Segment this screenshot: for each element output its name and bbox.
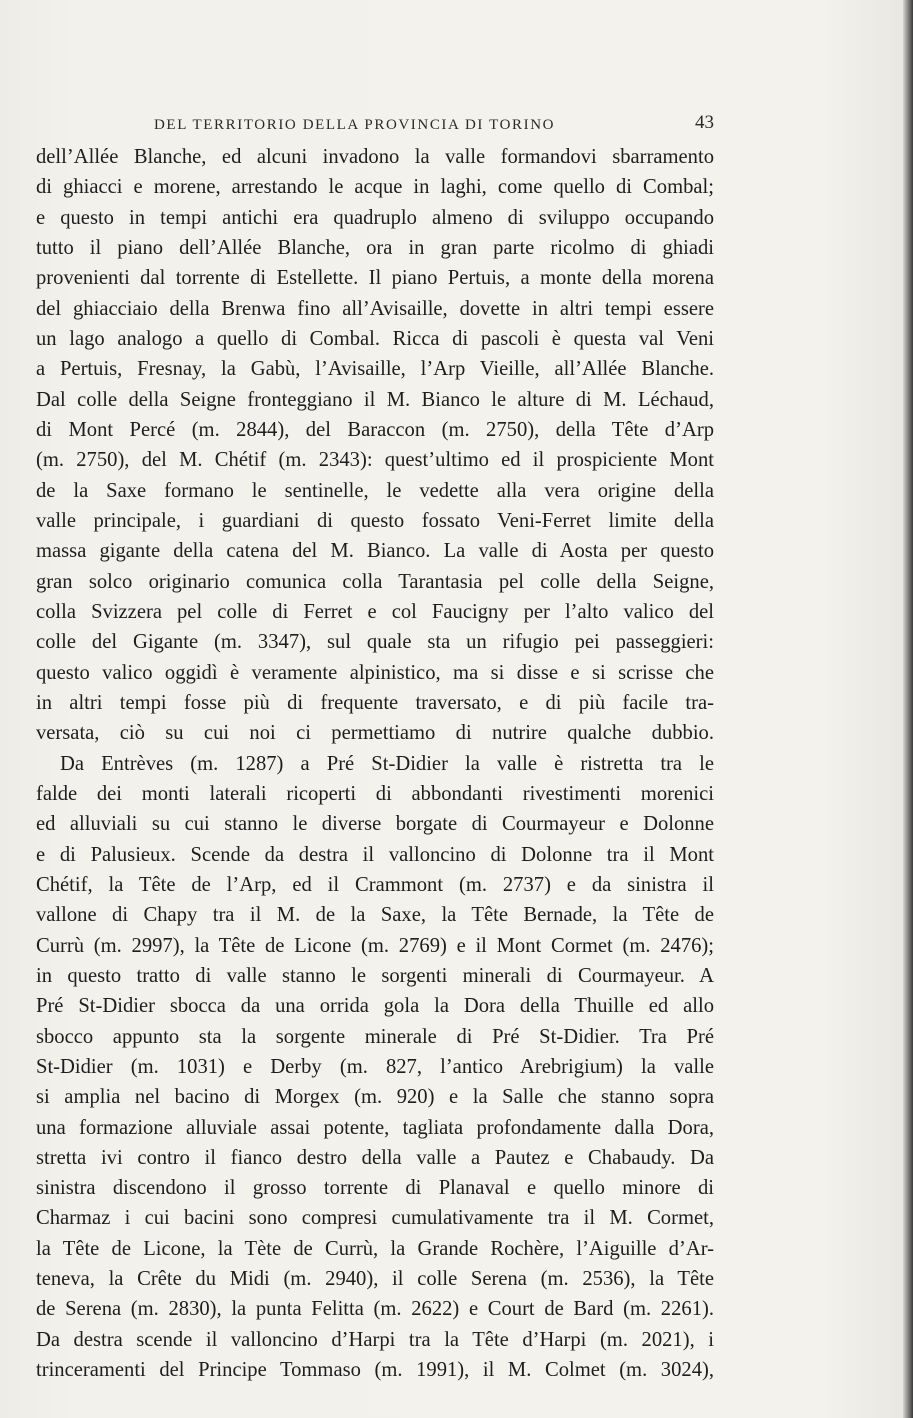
text-line: un lago analogo a quello di Combal. Ricca di pascoli è questa val Veni — [36, 327, 714, 350]
text-line: St-Didier (m. 1031) e Derby (m. 827, l’antico Arebrigium) la valle — [36, 1055, 714, 1078]
text-line: gran solco originario comunica colla Tarantasia pel colle della Seigne, — [36, 570, 714, 593]
text-line: in questo tratto di valle stanno le sorgenti minerali di Courmayeur. A — [36, 964, 714, 987]
text-line: e questo in tempi antichi era quadruplo almeno di sviluppo occupando — [36, 206, 714, 229]
page-header — [36, 111, 714, 141]
text-line: colle del Gigante (m. 3347), sul quale sta un rifugio pei passeggieri: — [36, 631, 714, 654]
text-line: massa gigante della catena del M. Bianco. La valle di Aosta per questo — [36, 540, 714, 563]
text-line: colla Svizzera pel colle di Ferret e col Faucigny per l’alto valico del — [36, 600, 714, 623]
text-line: si amplia nel bacino di Morgex (m. 920) e la Salle che stanno sopra — [36, 1086, 714, 1109]
text-line: Currù (m. 2997), la Tête de Licone (m. 2769) e il Mont Cormet (m. 2476); — [36, 934, 714, 957]
text-line: Dal colle della Seigne fronteggiano il M. Bianco le alture di M. Léchaud, — [36, 388, 714, 411]
running-head: DEL TERRITORIO DELLA PROVINCIA DI TORINO — [154, 117, 556, 133]
text-line: Da destra scende il valloncino d’Harpi tra la Tête d’Harpi (m. 2021), i — [36, 1328, 714, 1351]
text-line: stretta ivi contro il fianco destro della valle a Pautez e Chabaudy. Da — [36, 1146, 714, 1169]
text-line: a Pertuis, Fresnay, la Gabù, l’Avisaille, l’Arp Vieille, all’Allée Blanche. — [36, 358, 714, 381]
text-line: Charmaz i cui bacini sono compresi cumulativamente tra il M. Cormet, — [36, 1207, 714, 1230]
text-line: di ghiacci e morene, arrestando le acque in laghi, come quello di Combal; — [36, 176, 714, 199]
text-line: di Mont Percé (m. 2844), del Baraccon (m. 2750), della Tête d’Arp — [36, 418, 714, 441]
page-number: 43 — [695, 112, 714, 133]
text-line: (m. 2750), del M. Chétif (m. 2343): quest’ultimo ed il prospiciente Mont — [36, 449, 714, 472]
text-line: teneva, la Crête du Midi (m. 2940), il colle Serena (m. 2536), la Tête — [36, 1268, 714, 1291]
text-line: in altri tempi fosse più di frequente traversato, e di più facile tra- — [36, 691, 714, 714]
text-line: vallone di Chapy tra il M. de la Saxe, la Tête Bernade, la Tête de — [36, 904, 714, 927]
text-line: Pré St-Didier sbocca da una orrida gola la Dora della Thuille ed allo — [36, 995, 714, 1018]
text-line: provenienti dal torrente di Estellette. Il piano Pertuis, a monte della morena — [36, 267, 714, 290]
text-line: versata, ciò su cui noi ci permettiamo di nutrire qualche dubbio. — [36, 722, 714, 745]
text-line: questo valico oggidì è veramente alpinistico, ma si disse e si scrisse che — [36, 661, 714, 684]
text-line: sbocco appunto sta la sorgente minerale di Pré St-Didier. Tra Pré — [36, 1025, 714, 1048]
text-line: valle principale, i guardiani di questo fossato Veni-Ferret limite della — [36, 509, 714, 532]
body-text — [36, 142, 714, 1385]
page-edge-shadow — [903, 0, 913, 1418]
text-line: ed alluviali su cui stanno le diverse borgate di Courmayeur e Dolonne — [36, 813, 714, 836]
text-line: e di Palusieux. Scende da destra il valloncino di Dolonne tra il Mont — [36, 843, 714, 866]
text-line: falde dei monti laterali ricoperti di abbondanti rivestimenti morenici — [36, 782, 714, 805]
text-line: del ghiacciaio della Brenwa fino all’Avisaille, dovette in altri tempi essere — [36, 297, 714, 320]
text-line: la Tête de Licone, la Tète de Currù, la Grande Rochère, l’Aiguille d’Ar- — [36, 1237, 714, 1260]
text-line: sinistra discendono il grosso torrente di Planaval e quello minore di — [36, 1177, 714, 1200]
text-line: de la Saxe formano le sentinelle, le vedette alla vera origine della — [36, 479, 714, 502]
text-line: de Serena (m. 2830), la punta Felitta (m. 2622) e Court de Bard (m. 2261). — [36, 1298, 714, 1321]
paragraph-start-line: Da Entrèves (m. 1287) a Pré St-Didier la valle è ristretta tra le — [60, 752, 714, 775]
text-line: tutto il piano dell’Allée Blanche, ora in gran parte ricolmo di ghiadi — [36, 236, 714, 259]
text-line: Chétif, la Tête de l’Arp, ed il Crammont (m. 2737) e da sinistra il — [36, 873, 714, 896]
text-line: dell’Allée Blanche, ed alcuni invadono la valle formandovi sbarramento — [36, 146, 714, 168]
text-line: trinceramenti del Principe Tommaso (m. 1991), il M. Colmet (m. 3024), — [36, 1359, 714, 1382]
text-line: una formazione alluviale assai potente, tagliata profondamente dalla Dora, — [36, 1116, 714, 1139]
